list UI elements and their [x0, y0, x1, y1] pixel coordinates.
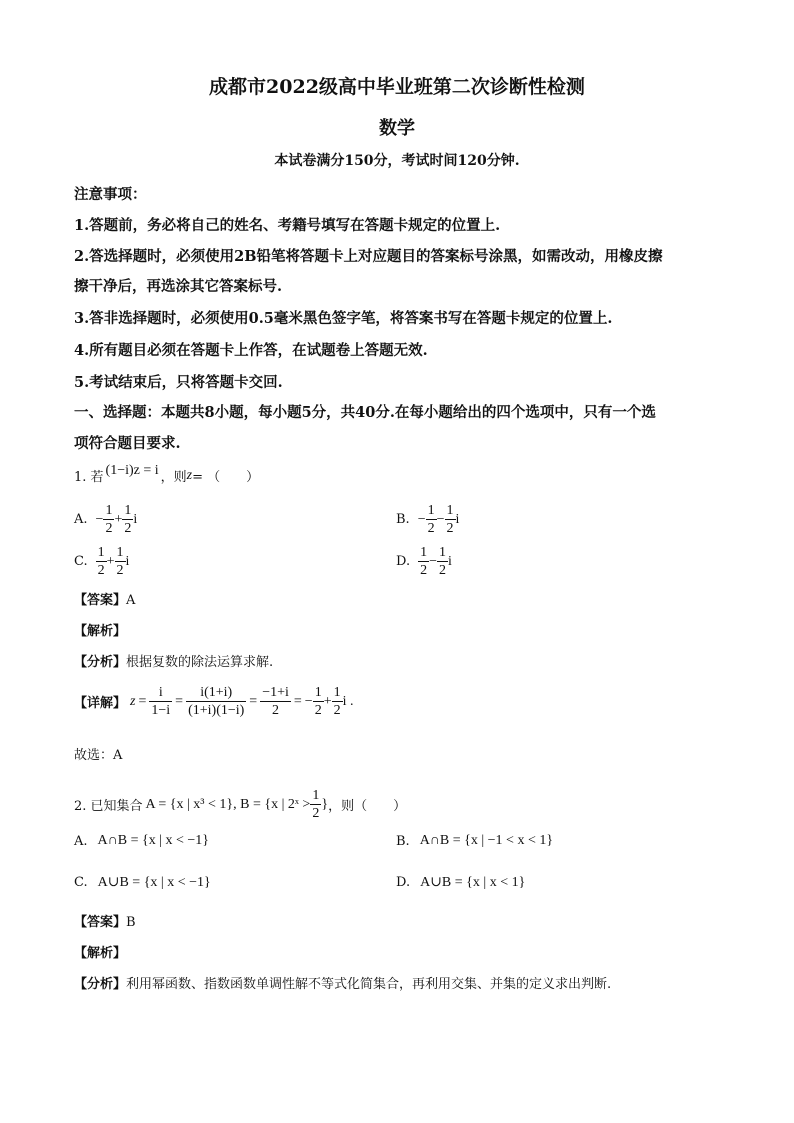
q1-analysis-tag: 【解析】 — [74, 624, 127, 639]
fraction: $\frac{1}{2}$ — [314, 685, 322, 718]
q2-answer: 【答案】B — [74, 915, 136, 930]
section-heading: 一、选择题：本题共8小题，每小题5分，共40分.在每小题给出的四个选项中，只有一个选 — [74, 404, 656, 421]
fraction: $\frac{1}{2}$ — [97, 545, 105, 578]
q1-answer: 【答案】A — [74, 593, 136, 608]
section-heading-cont: 项符合题目要求. — [74, 435, 181, 452]
note-item: 4.所有题目必须在答题卡上作答，在试题卷上答题无效. — [74, 342, 428, 359]
q2-suffix: ，则（ ） — [328, 799, 407, 814]
fraction: $\frac{-1+i}{2}$ — [262, 685, 289, 718]
fraction: $\frac{1}{2}$ — [124, 503, 132, 536]
exam-info: 本试卷满分150分，考试时间120分钟. — [274, 153, 520, 169]
q2-option-a[interactable]: A. A∩B = {x | x < −1} — [74, 833, 210, 849]
q2-prefix: 2. 已知集合 — [74, 799, 143, 814]
note-item: 2.答选择题时，必须使用2B铅笔将答题卡上对应题目的答案标号涂黑，如需改动，用橡皮擦 — [74, 248, 663, 265]
exam-title: 成都市2022级高中毕业班第二次诊断性检测 — [209, 76, 585, 98]
fraction: $\frac{1}{2}$ — [105, 503, 113, 536]
q2-option-d[interactable]: D. A∪B = {x | x < 1} — [396, 875, 526, 890]
q1-fenxi: 【分析】根据复数的除法运算求解. — [74, 655, 274, 670]
q2-analysis-tag: 【解析】 — [74, 946, 127, 961]
note-item: 1.答题前，务必将自己的姓名、考籍号填写在答题卡规定的位置上. — [74, 217, 501, 234]
q1-mid: ，则 — [160, 470, 187, 485]
question-1 — [74, 462, 260, 485]
q1-detail: 【详解】 z = $\frac{i}{1-i}$ = $\frac{i(1+i)}{(1+i)(1-i)}$ = $\frac{-1+i}{2}$ = − $\frac{1}{2}$ + $\frac{1}{2}$ i . — [74, 685, 354, 718]
fraction: $\frac{1}{2}$ — [446, 503, 454, 536]
fraction: $\frac{1}{2}$ — [439, 545, 446, 578]
fraction: $\frac{1}{2}$ — [420, 545, 428, 578]
q1-prefix: 1. 若 — [74, 470, 104, 485]
fraction: $\frac{1}{2}$ — [427, 503, 435, 536]
note-item: 5.考试结束后，只将答题卡交回. — [74, 374, 283, 391]
q1-option-c[interactable]: C. $\frac{1}{2}$ + $\frac{1}{2}$ i — [74, 545, 130, 578]
question-2: 2. 已知集合 A = {x | x³ < 1}, B = {x | 2ˣ > $\frac{1}{2}$ } ，则（ ） — [74, 788, 407, 821]
q1-condition: (1−i)z = i — [105, 462, 159, 478]
note-item: 3.答非选择题时，必须使用0.5毫米黑色签字笔，将答案书写在答题卡规定的位置上. — [74, 310, 613, 327]
fraction: $\frac{1}{2}$ — [333, 685, 341, 718]
q2-option-c[interactable]: C. A∪B = {x | x < −1} — [74, 875, 211, 890]
subject-title: 数学 — [379, 118, 415, 139]
q1-eq: = （ ） — [192, 470, 260, 485]
q1-var: z — [186, 467, 193, 483]
q1-option-b[interactable]: B. − $\frac{1}{2}$ − $\frac{1}{2}$ i — [396, 503, 460, 536]
fraction: $\frac{i}{1-i}$ — [151, 685, 171, 718]
q2-fenxi: 【分析】利用幂函数、指数函数单调性解不等式化简集合，再利用交集、并集的定义求出判断. — [74, 977, 612, 992]
q2-option-b[interactable]: B. A∩B = {x | −1 < x < 1} — [396, 833, 554, 849]
q1-option-a[interactable]: A. − $\frac{1}{2}$ + $\frac{1}{2}$ i — [74, 503, 138, 536]
q2-sets: A = {x | x³ < 1}, B = {x | 2ˣ > — [145, 796, 311, 812]
q1-option-d[interactable]: D. $\frac{1}{2}$ − $\frac{1}{2}$ i — [396, 545, 452, 578]
q1-choose: 故选：A — [74, 748, 123, 763]
fraction: $\frac{i(1+i)}{(1+i)(1-i)}$ — [188, 685, 245, 718]
fraction: $\frac{1}{2}$ — [312, 788, 320, 821]
note-item: 擦干净后，再选涂其它答案标号. — [74, 278, 283, 295]
notes-heading: 注意事项： — [74, 186, 147, 203]
fraction: $\frac{1}{2}$ — [116, 545, 124, 578]
